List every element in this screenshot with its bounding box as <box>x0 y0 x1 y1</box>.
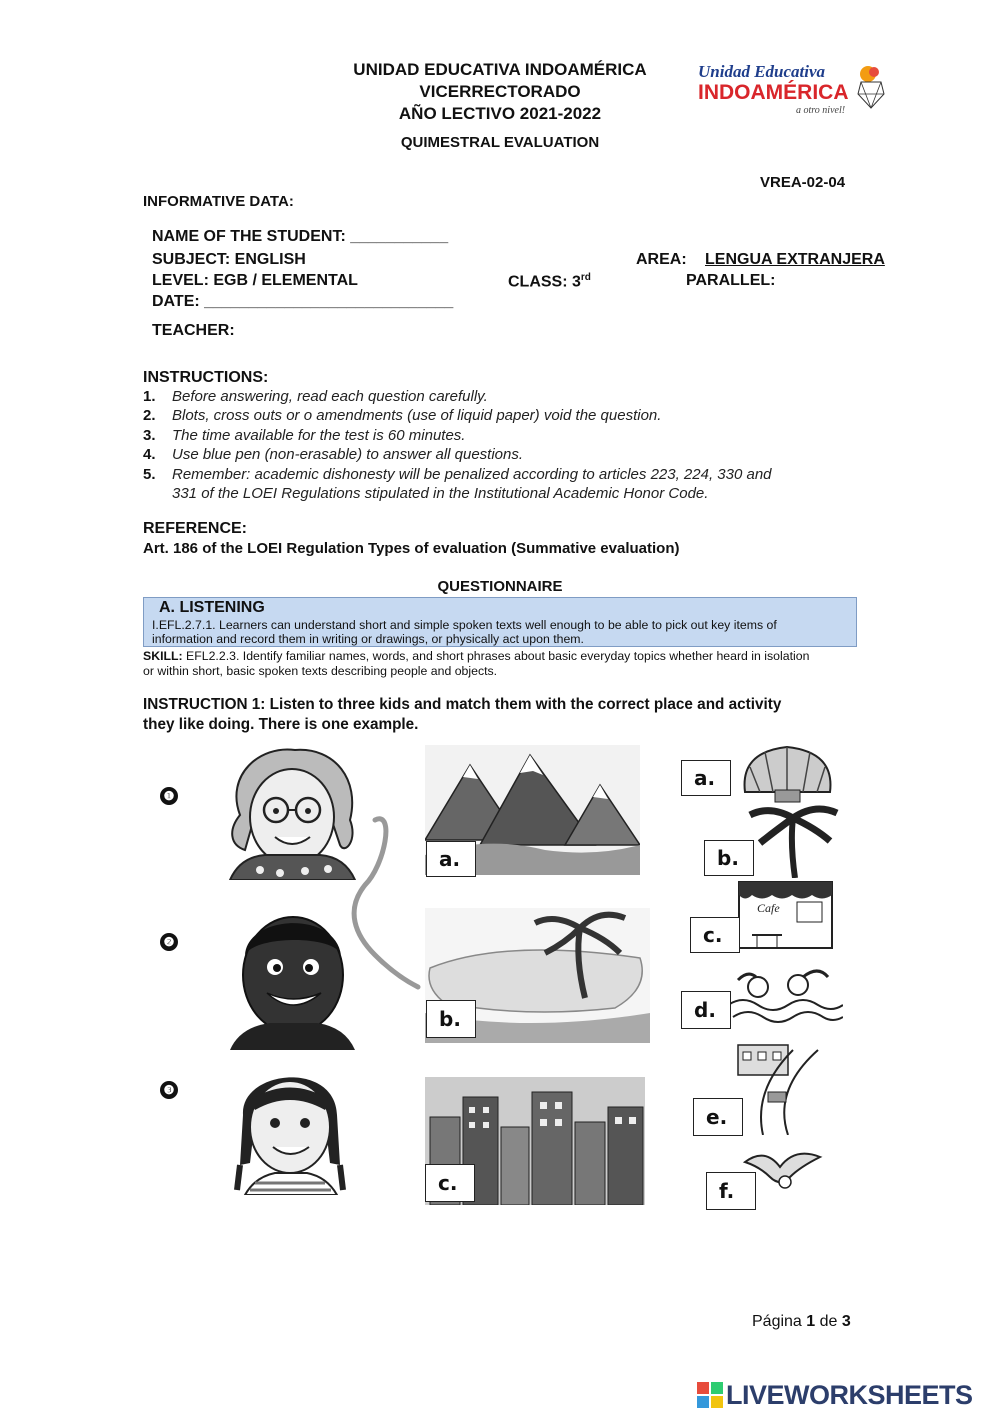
kid-number-3: ❸ <box>160 1081 178 1099</box>
instruction-text-4: Use blue pen (non-erasable) to answer all questions. <box>172 446 524 463</box>
instruction1-line2: they like doing. There is one example. <box>143 716 419 733</box>
activity-label-c[interactable]: c. <box>690 917 740 953</box>
instruction-text-5: Remember: academic dishonesty will be penalized according to articles 223, 224, 330 and <box>172 466 772 483</box>
class-label: CLASS: 3 <box>508 273 581 291</box>
logo-tagline: a otro nivel! <box>796 105 846 116</box>
activity-road-image <box>733 1040 823 1135</box>
instruction-num-4: 4. <box>143 446 156 463</box>
activity-cafe-image <box>737 880 834 950</box>
logo-line1: Unidad Educativa <box>698 62 826 81</box>
page-current: 1 <box>806 1313 816 1330</box>
listening-box <box>143 597 857 647</box>
activity-swimming-image <box>728 965 843 1027</box>
instruction-text-1: Before answering, read each question carefully. <box>172 388 488 405</box>
reference-title: REFERENCE: <box>143 520 248 537</box>
instruction1-line1: INSTRUCTION 1: Listen to three kids and match them with the correct place and activity <box>143 696 782 713</box>
skill-text1: EFL2.2.3. Identify familiar names, words, and short phrases about basic everyday topics whether heard in isolation <box>182 649 810 663</box>
activity-shell-image <box>735 742 840 807</box>
instruction-text-5b: 331 of the LOEI Regulations stipulated in the Institutional Academic Honor Code. <box>172 485 709 502</box>
instruction-num-3: 3. <box>143 427 156 444</box>
kid-number-1: ❶ <box>160 787 178 805</box>
instruction-num-5: 5. <box>143 466 156 483</box>
parallel-field[interactable]: PARALLEL: <box>686 272 776 289</box>
kid-number-2: ❷ <box>160 933 178 951</box>
area-label: AREA: <box>636 251 687 268</box>
watermark-text: LIVEWORKSHEETS <box>726 1379 973 1410</box>
place-label-a[interactable]: a. <box>426 841 476 877</box>
skill-line1 <box>143 649 809 663</box>
indicator-line2: information and record them in writing or drawings, or physically act upon them. <box>152 632 584 646</box>
activity-palm-image <box>745 803 840 878</box>
section-title: A. LISTENING <box>159 599 265 616</box>
liveworksheets-logo-icon <box>697 1382 723 1408</box>
reference-text: Art. 186 of the LOEI Regulation Types of evaluation (Summative evaluation) <box>143 540 680 557</box>
skill-label: SKILL: <box>143 649 183 663</box>
area-value: LENGUA EXTRANJERA <box>705 251 885 268</box>
teacher-field[interactable]: TEACHER: <box>152 322 235 339</box>
instruction-text-2: Blots, cross outs or o amendments (use of liquid paper) void the question. <box>172 407 662 424</box>
school-logo <box>696 60 896 120</box>
indicator-line1: I.EFL.2.7.1. Learners can understand short and simple spoken texts well enough to be able to pick out key items of <box>152 618 777 632</box>
class-line <box>508 272 591 291</box>
student-name-field[interactable]: NAME OF THE STUDENT: ___________ <box>152 228 449 245</box>
instruction-num-1: 1. <box>143 388 156 405</box>
activity-label-b[interactable]: b. <box>704 840 754 876</box>
evaluation-title: QUIMESTRAL EVALUATION <box>400 134 600 151</box>
instruction-num-2: 2. <box>143 407 156 424</box>
instruction-text-3: The time available for the test is 60 minutes. <box>172 427 466 444</box>
svg-text:Cafe: Cafe <box>757 901 780 915</box>
activity-label-a[interactable]: a. <box>681 760 731 796</box>
logo-line2: INDOAMÉRICA <box>698 81 849 104</box>
page-total: 3 <box>841 1313 851 1330</box>
place-label-c[interactable]: c. <box>425 1164 475 1202</box>
school-year: AÑO LECTIVO 2021-2022 <box>398 104 602 123</box>
level-line: LEVEL: EGB / ELEMENTAL <box>152 272 358 289</box>
skill-line2: or within short, basic spoken texts describing people and objects. <box>143 664 498 678</box>
place-label-b[interactable]: b. <box>426 1000 476 1038</box>
activity-label-f[interactable]: f. <box>706 1172 756 1210</box>
questionnaire-title: QUESTIONNAIRE <box>437 578 563 595</box>
class-sup: rd <box>580 272 591 283</box>
logo-cube-icon <box>856 64 886 112</box>
form-code: VREA-02-04 <box>760 174 846 191</box>
date-field[interactable]: DATE: ____________________________ <box>152 293 454 310</box>
liveworksheets-watermark <box>697 1380 973 1410</box>
subject-line: SUBJECT: ENGLISH <box>152 251 306 268</box>
school-name: UNIDAD EDUCATIVA INDOAMÉRICA <box>353 60 647 79</box>
page-prefix: Página <box>752 1313 807 1330</box>
informative-title: INFORMATIVE DATA: <box>143 193 294 210</box>
activity-label-e[interactable]: e. <box>693 1098 743 1136</box>
page-number <box>752 1313 851 1331</box>
instructions-title: INSTRUCTIONS: <box>143 369 269 386</box>
department: VICERRECTORADO <box>419 82 581 101</box>
kid-3-girl-braids-image <box>225 1055 355 1195</box>
activity-label-d[interactable]: d. <box>681 991 731 1029</box>
page-mid: de <box>815 1313 842 1330</box>
kid-2-boy-image <box>225 905 360 1050</box>
